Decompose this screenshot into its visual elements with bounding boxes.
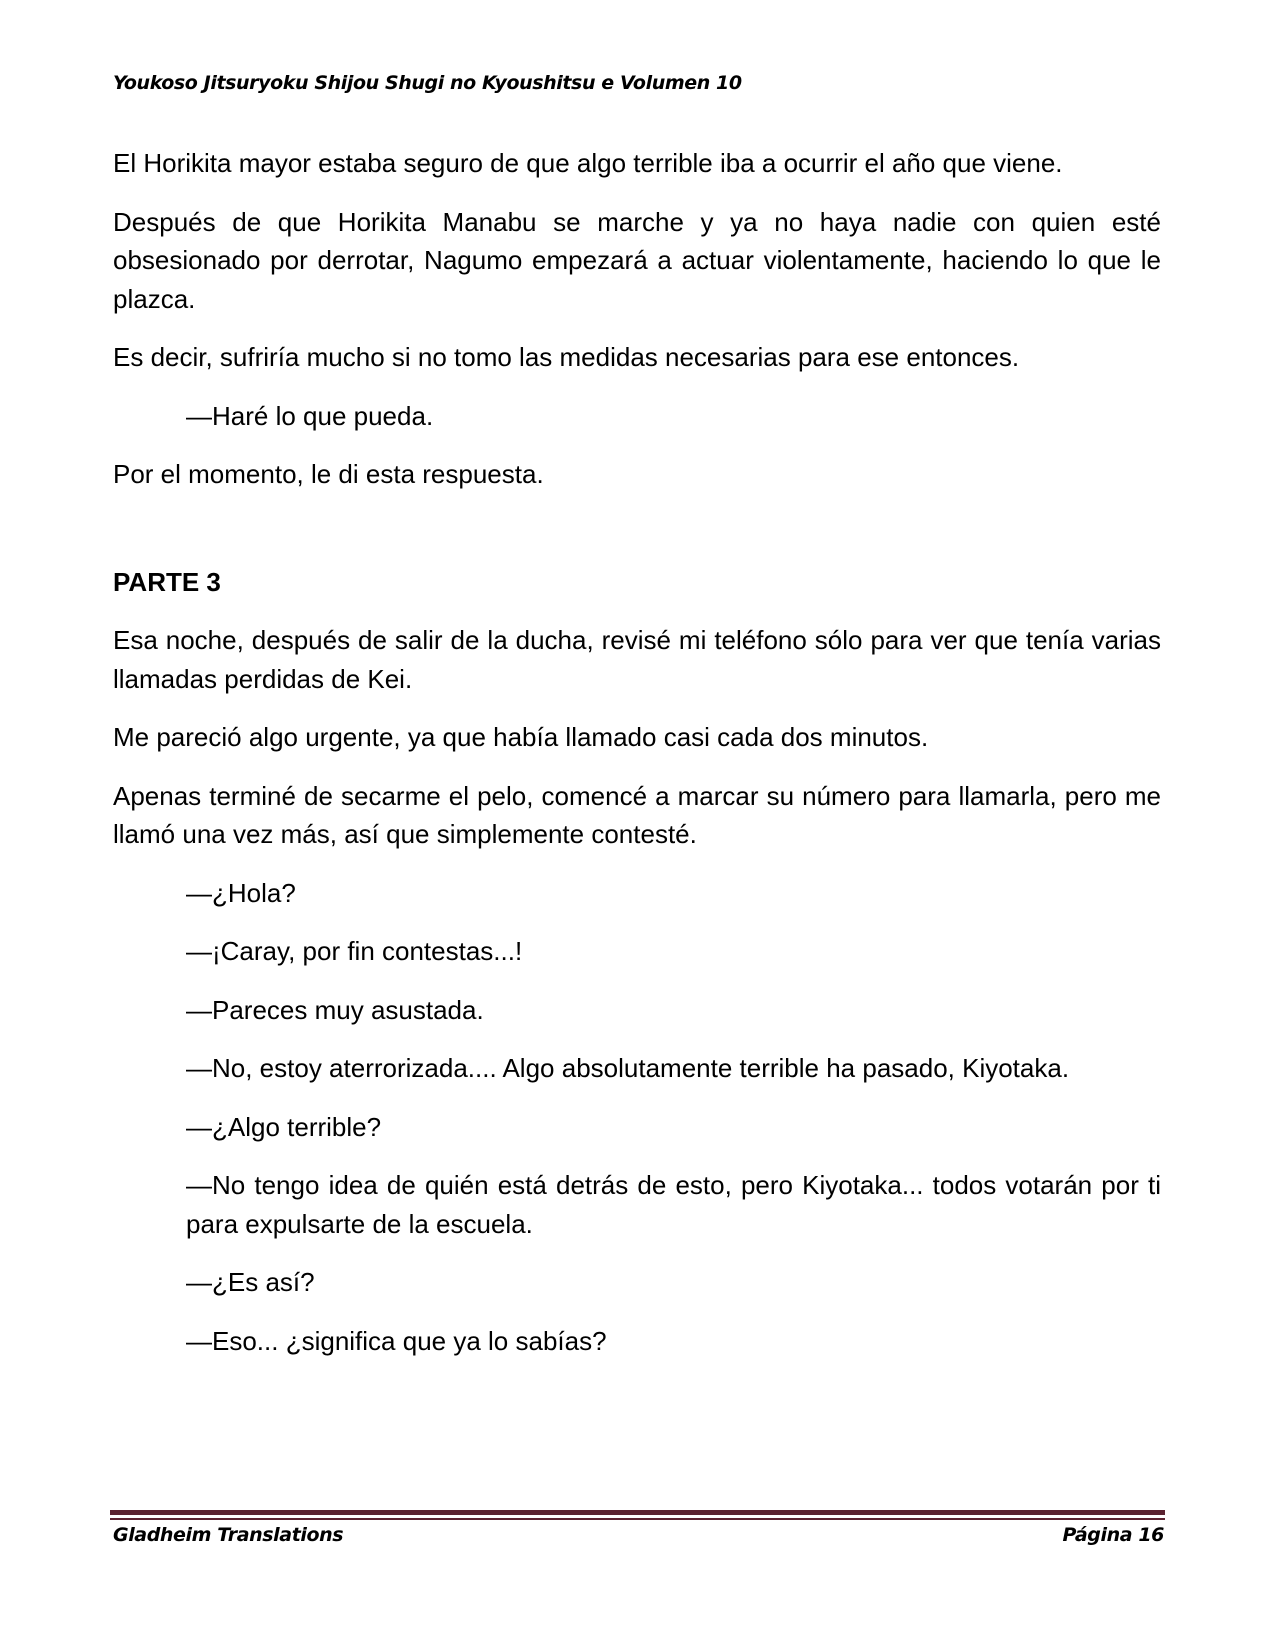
section-heading: PARTE 3 [113,566,221,597]
paragraph: Por el momento, le di esta respuesta. [113,459,544,489]
paragraph: Es decir, sufriría mucho si no tomo las medidas necesarias para ese entonces. [113,342,1020,372]
dialogue-line: —Eso... ¿significa que ya lo sabías? [186,1325,607,1356]
paragraph: Después de que Horikita Manabu se marche y ya no haya nadie con quien esté obsesionado por derrotar, Nagumo empezará a actuar violentamente, haciendo lo que le plazca. [113,206,1161,314]
paragraph: Apenas terminé de secarme el pelo, comencé a marcar su número para llamarla, pero me llamó una vez más, así que simplemente contesté. [113,780,1161,849]
page-body [113,144,1161,1380]
dialogue-line: —No tengo idea de quién está detrás de esto, pero Kiyotaka... todos votarán por ti para expulsarte de la escuela. [186,1170,1161,1239]
dialogue-line: —No, estoy aterrorizada.... Algo absolutamente terrible ha pasado, Kiyotaka. [186,1053,1070,1083]
dialogue-line: —Haré lo que pueda. [186,400,434,431]
paragraph: Esa noche, después de salir de la ducha, revisé mi teléfono sólo para ver que tenía varias llamadas perdidas de Kei. [113,625,1161,694]
paragraph: El Horikita mayor estaba seguro de que algo terrible iba a ocurrir el año que viene. [113,148,1063,178]
dialogue-line: —Pareces muy asustada. [186,994,484,1025]
dialogue-line: —¿Algo terrible? [186,1111,382,1142]
paragraph: Me pareció algo urgente, ya que había llamado casi cada dos minutos. [113,722,929,752]
dialogue-line: —¡Caray, por fin contestas...! [186,936,523,966]
footer-divider-thin [110,1518,1165,1520]
running-header-title: Youkoso Jitsuryoku Shijou Shugi no Kyoushitsu e Volumen 10 [113,72,742,94]
dialogue-line: —¿Hola? [186,877,296,908]
footer-divider [110,1510,1165,1515]
dialogue-line: —¿Es así? [186,1267,315,1297]
page-number: Página 16 [1062,1524,1164,1546]
footer-translator-credit: Gladheim Translations [113,1524,344,1546]
